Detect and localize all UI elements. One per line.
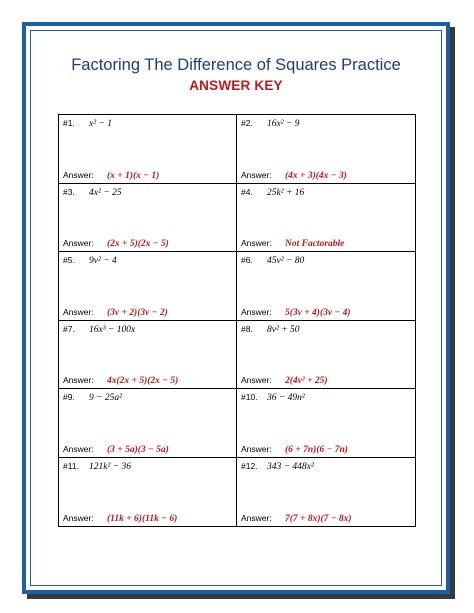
problem-number: #7. [63, 323, 75, 334]
worksheet-title: Factoring The Difference of Squares Practice [71, 56, 401, 74]
answer-line [241, 375, 328, 386]
problem-cell [237, 252, 415, 321]
problem-expression: 16x² − 9 [267, 119, 300, 129]
problem-number: #1. [63, 118, 75, 128]
answer-label: Answer: [241, 306, 272, 317]
answer-label: Answer: [241, 513, 272, 523]
problem-number: #5. [63, 255, 75, 265]
problem-expression: 343 − 448x² [267, 461, 314, 472]
answer-value: 4x(2x + 5)(2x − 5) [107, 376, 179, 386]
problem-number: #9. [63, 392, 75, 402]
problem-cell [237, 184, 415, 253]
answer-line [241, 444, 348, 455]
problem-statement [63, 461, 131, 472]
answer-label: Answer: [241, 443, 272, 454]
problem-expression: 36 − 49n² [267, 393, 305, 403]
problem-statement [63, 187, 121, 198]
problem-number: #3. [63, 186, 75, 197]
problem-expression: 9v² − 4 [89, 256, 117, 266]
answer-line [63, 375, 178, 386]
answer-line [241, 307, 351, 318]
answer-value: (x + 1)(x − 1) [107, 170, 160, 181]
problem-cell [237, 458, 415, 527]
problem-number: #4. [241, 186, 253, 197]
answer-line [241, 238, 344, 249]
answer-value: (4x + 3)(4x − 3) [285, 170, 347, 181]
answer-value: (6 + 7n)(6 − 7n) [285, 444, 348, 455]
answer-label: Answer: [241, 169, 272, 180]
answer-label: Answer: [241, 238, 272, 248]
answer-label: Answer: [63, 238, 94, 248]
problem-expression: 45v² − 80 [267, 256, 305, 266]
answer-value: 7(7 + 8x)(7 − 8x) [285, 514, 352, 524]
problem-cell [59, 115, 237, 184]
answer-line [63, 513, 177, 524]
answer-line [63, 238, 169, 249]
answer-line [63, 444, 169, 455]
problem-number: #10. [241, 392, 258, 402]
problem-expression: 4x² − 25 [89, 187, 122, 198]
problem-statement [241, 118, 299, 129]
problem-cell [59, 252, 237, 321]
problem-expression: 8v² + 50 [267, 324, 300, 335]
answer-line [63, 170, 159, 181]
problem-expression: 16x³ − 100x [89, 324, 136, 335]
problem-statement [241, 187, 304, 198]
answer-value: (3 + 5a)(3 − 5a) [107, 444, 169, 455]
answer-label: Answer: [63, 306, 94, 317]
problem-cell [237, 389, 415, 458]
answer-value: Not Factorable [285, 239, 345, 249]
answer-label: Answer: [63, 169, 94, 180]
answer-label: Answer: [63, 443, 94, 454]
answer-value: (3v + 2)(3v − 2) [107, 307, 168, 318]
problem-expression: 9 − 25a² [89, 393, 123, 403]
problem-cell [237, 115, 415, 184]
problem-statement [241, 461, 314, 472]
problem-expression: x² − 1 [89, 119, 112, 129]
problem-statement [241, 324, 299, 335]
problem-cell [59, 389, 237, 458]
answer-value: (2x + 5)(2x − 5) [107, 239, 169, 249]
answer-value: 5(3v + 4)(3v − 4) [285, 307, 351, 318]
problem-expression: 121k² − 36 [89, 461, 131, 472]
problem-statement [241, 392, 305, 403]
problem-number: #11. [63, 460, 79, 471]
problem-cell [59, 321, 237, 390]
answer-value: 2(4v² + 25) [285, 376, 328, 386]
problem-statement [241, 255, 304, 266]
problem-cell [59, 184, 237, 253]
answer-line [241, 170, 347, 181]
problem-number: #12. [241, 460, 258, 471]
answer-label: Answer: [241, 375, 272, 385]
answer-line [63, 307, 168, 318]
problem-grid [58, 114, 416, 527]
page-border [22, 22, 450, 594]
problem-statement [63, 392, 122, 403]
problem-cell [59, 458, 237, 527]
answer-value: (11k + 6)(11k − 6) [107, 514, 178, 524]
problem-number: #6. [241, 255, 253, 265]
problem-cell [237, 321, 415, 390]
problem-number: #8. [241, 323, 253, 334]
problem-statement [63, 324, 135, 335]
answer-label: Answer: [63, 375, 94, 385]
problem-statement [63, 255, 117, 266]
answer-label: Answer: [63, 513, 94, 523]
problem-statement [63, 118, 112, 129]
problem-number: #2. [241, 118, 253, 128]
answer-line [241, 513, 352, 524]
problem-expression: 25k² + 16 [267, 187, 305, 198]
answer-key-heading: ANSWER KEY [189, 78, 283, 93]
